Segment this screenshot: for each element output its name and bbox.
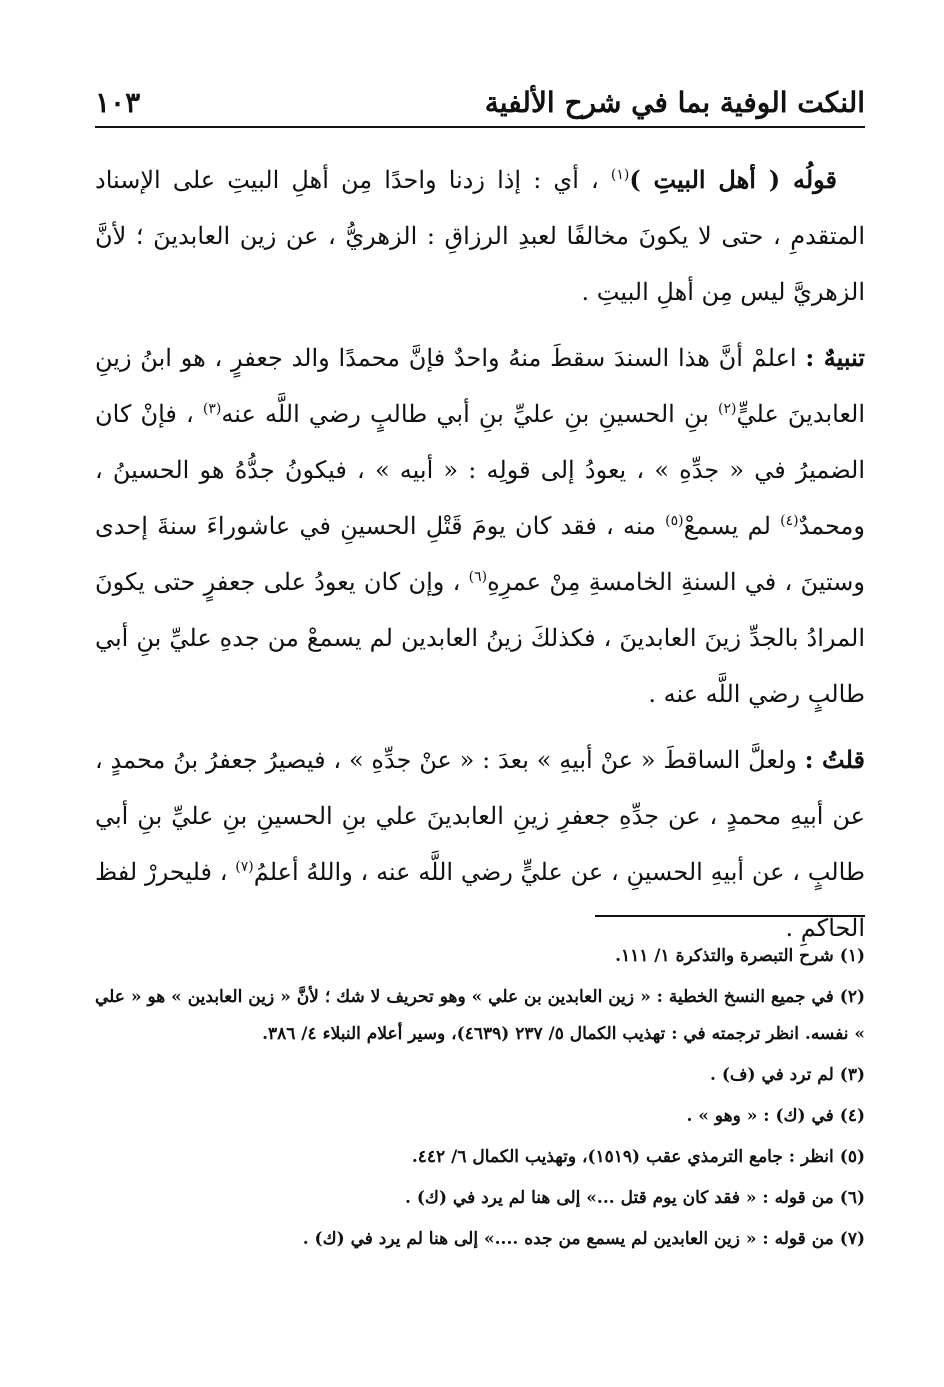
footnote-ref-2[interactable]: (٢) bbox=[718, 401, 737, 417]
paragraph-2-seg-3: ، فإنْ كان الضميرُ في « جدِّهِ » ، يعودُ إلى قولِه : « أبيه » ، فيكونُ جدُّهُ هو الحسينُ ، ومحمدٌ bbox=[95, 400, 865, 540]
footnote-text: من قوله : « فقد كان يوم قتل ...» إلى هنا لم يرد في (ك) . bbox=[405, 1188, 834, 1208]
footnote-separator bbox=[595, 915, 865, 917]
footnote-number: (٣) bbox=[839, 1065, 865, 1085]
paragraph-3-seg-1: ولعلَّ الساقطَ « عنْ أبيهِ » بعدَ : « عنْ جدِّهِ » ، فيصيرُ جعفرُ بنُ محمدٍ ، عن أبيهِ محمدٍ ، عن جدِّهِ جعفرِ زينِ العابدينَ علي بنِ الحسينِ بنِ عليِّ بنِ أبي طالبٍ ، عن أبيهِ الحسينِ ، عن عليٍّ رضي اللَّه عنه ، واللهُ أعلمُ bbox=[95, 746, 865, 886]
paragraph-3 bbox=[95, 732, 865, 956]
footnote-text: انظر : جامع الترمذي عقب (١٥١٩)، وتهذيب الكمال ٦/ ٤٤٢. bbox=[411, 1147, 834, 1167]
footnote-1 bbox=[95, 938, 865, 975]
footnote-2 bbox=[95, 979, 865, 1053]
paragraph-2-seg-1: اعلمْ أنَّ هذا السندَ سقطَ منهُ واحدٌ فإنَّ محمدًا والد جعفرٍ ، هو ابنُ زينِ العابدينَ عليٍّ bbox=[95, 344, 866, 428]
paragraph-3-lead: قلتُ : bbox=[804, 745, 866, 774]
footnote-ref-4[interactable]: (٤) bbox=[780, 513, 799, 529]
footnote-3 bbox=[95, 1057, 865, 1094]
footnote-text: من قوله : « زين العابدين لم يسمع من جده ....» إلى هنا لم يرد في (ك) . bbox=[302, 1229, 834, 1249]
paragraph-1 bbox=[95, 152, 865, 320]
footnote-ref-1[interactable]: (١) bbox=[610, 167, 630, 183]
paragraph-1-lead: قولُه ( أهل البيتِ ) bbox=[629, 165, 838, 194]
footnote-number: (٤) bbox=[839, 1106, 865, 1126]
footnote-ref-3[interactable]: (٣) bbox=[202, 401, 222, 417]
paragraph-1-text: ، أي : إذا زدنا واحدًا مِن أهلِ البيتِ على الإسناد المتقدمِ ، حتى لا يكونَ مخالفًا لعبدِ الرزاقِ : الزهريُّ ، عن زين العابدينَ ؛ لأنَّ الزهريَّ ليس مِن أهلِ البيتِ . bbox=[95, 166, 866, 306]
footnote-number: (٥) bbox=[839, 1147, 865, 1167]
page-header bbox=[95, 70, 865, 128]
paragraph-2-lead: تنبيهٌ : bbox=[805, 343, 865, 372]
footnote-text: في جميع النسخ الخطية : « زين العابدين بن علي » وهو تحريف لا شك ؛ لأنَّ « زين العابدين » هو « علي » نفسه. انظر ترجمته في : تهذيب الكمال ٥/ ٢٣٧ (٤٦٣٩)، وسير أعلام النبلاء ٤/ ٣٨٦. bbox=[95, 987, 865, 1044]
footnote-4 bbox=[95, 1098, 865, 1135]
footnote-text: في (ك) : « وهو » . bbox=[686, 1106, 834, 1126]
paragraph-3-seg-2: ، فليحررْ لفظ الحاكمِ . bbox=[95, 858, 865, 942]
footnotes bbox=[95, 938, 865, 1262]
paragraph-2-seg-2: بنِ الحسينِ بنِ عليِّ بنِ أبي طالبٍ رضي اللَّه عنه bbox=[221, 400, 719, 428]
footnote-ref-7[interactable]: (٧) bbox=[235, 859, 254, 875]
footnote-text: شرح التبصرة والتذكرة ١/ ١١١. bbox=[615, 946, 834, 966]
paragraph-2-seg-6: ، وإن كان يعودُ على جعفرٍ حتى يكونَ المرادُ بالجدِّ زينَ العابدينَ ، فكذلكَ زينُ العابدين لم يسمعْ من جدهِ عليِّ بنِ أبي طالبٍ رضي اللَّه عنه . bbox=[95, 568, 865, 708]
paragraph-2-seg-4: لم يسمعْ bbox=[683, 512, 781, 540]
main-text bbox=[95, 152, 865, 956]
footnote-text: لم ترد في (ف) . bbox=[709, 1065, 834, 1085]
page-number: ١٠٣ bbox=[95, 86, 141, 120]
paragraph-2-seg-5: منه ، فقد كان يومَ قَتْلِ الحسينِ في عاشوراءَ سنةَ إحدى وستينَ ، في السنةِ الخامسةِ مِنْ عمرِهِ bbox=[95, 512, 865, 596]
footnote-7 bbox=[95, 1221, 865, 1258]
footnote-ref-6[interactable]: (٦) bbox=[468, 569, 488, 585]
footnote-number: (٧) bbox=[839, 1229, 865, 1249]
footnote-ref-5[interactable]: (٥) bbox=[665, 513, 684, 529]
running-title: النكت الوفية بما في شرح الألفية bbox=[484, 86, 865, 120]
book-page bbox=[95, 70, 865, 1360]
footnote-5 bbox=[95, 1139, 865, 1176]
footnote-6 bbox=[95, 1180, 865, 1217]
paragraph-2 bbox=[95, 330, 865, 722]
footnote-number: (٢) bbox=[839, 987, 865, 1007]
footnote-number: (١) bbox=[839, 946, 865, 966]
footnote-number: (٦) bbox=[839, 1188, 865, 1208]
